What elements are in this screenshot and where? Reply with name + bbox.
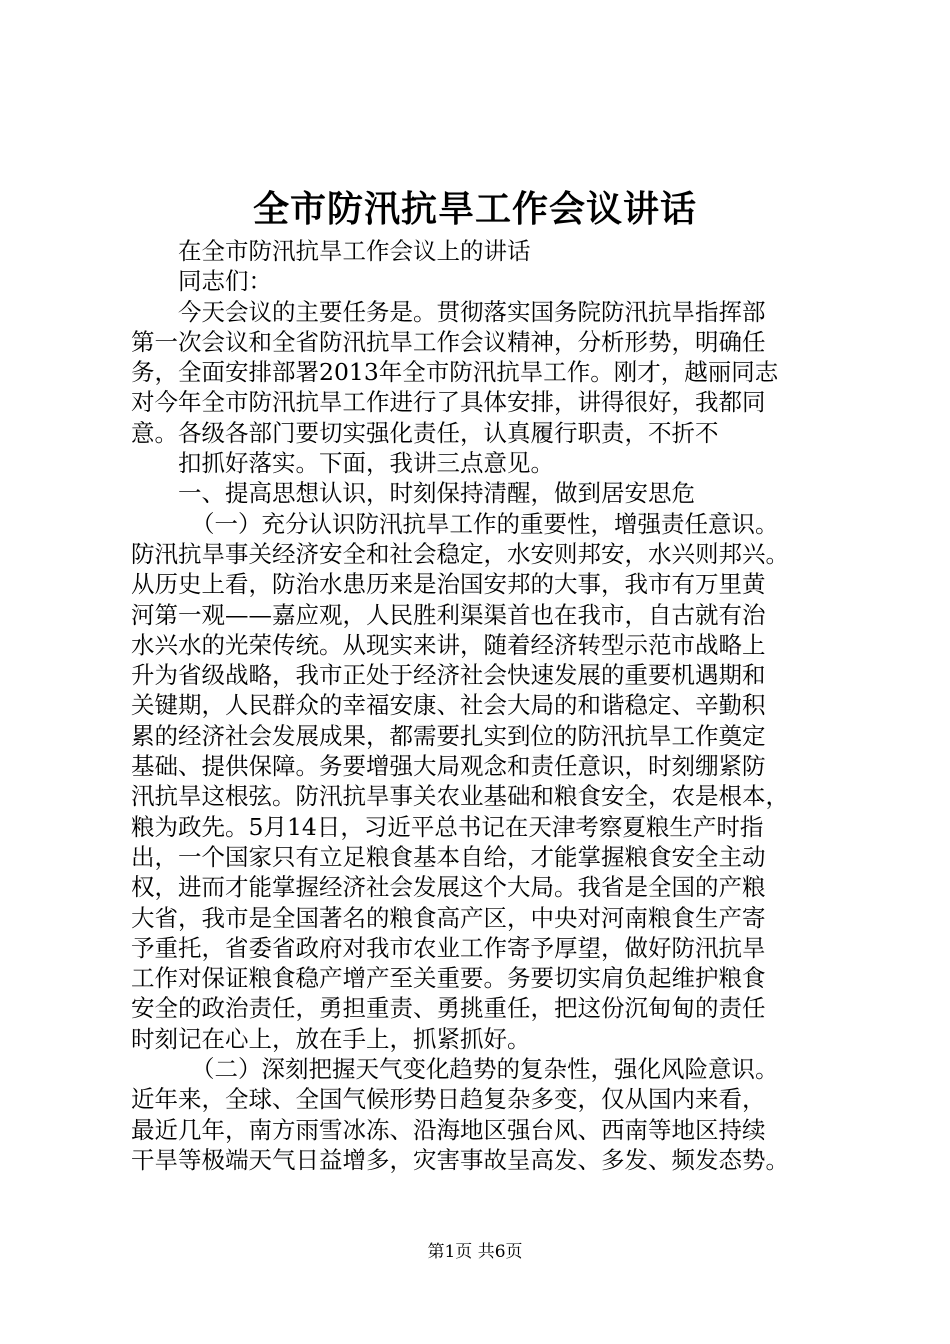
paragraph-line: 从历史上看，防治水患历来是治国安邦的大事，我市有万里黄 [131,570,766,599]
paragraph-line: 扣抓好落实。下面，我讲三点意见。 [178,449,554,478]
subsection-heading: （二）深刻把握天气变化趋势的复杂性，强化风险意识。 [191,1055,779,1084]
paragraph-line: 关键期，人民群众的幸福安康、社会大局的和谐稳定、辛勤积 [131,691,766,720]
paragraph-line: 第一次会议和全省防汛抗旱工作会议精神，分析形势，明确任 [131,327,766,356]
document-body [131,236,831,1175]
paragraph-line: 权，进而才能掌握经济社会发展这个大局。我省是全国的产粮 [131,873,766,902]
paragraph-line: 最近几年，南方雨雪冰冻、沿海地区强台风、西南等地区持续 [131,1115,766,1144]
paragraph-line: 大省，我市是全国著名的粮食高产区，中央对河南粮食生产寄 [131,903,766,932]
paragraph-line: 防汛抗旱事关经济安全和社会稳定，水安则邦安，水兴则邦兴。 [131,539,789,568]
paragraph-line: 累的经济社会发展成果，都需要扎实到位的防汛抗旱工作奠定 [131,721,766,750]
document-title: 全市防汛抗旱工作会议讲话 [252,188,697,230]
paragraph-line: 时刻记在心上，放在手上，抓紧抓好。 [131,1024,531,1053]
paragraph-line: 安全的政治责任，勇担重责、勇挑重任，把这份沉甸甸的责任 [131,994,766,1023]
paragraph-line: 干旱等极端天气日益增多，灾害事故呈高发、多发、频发态势。 [131,1145,789,1174]
paragraph-line: 汛抗旱这根弦。防汛抗旱事关农业基础和粮食安全，农是根本， [131,782,789,811]
paragraph-line: 河第一观——嘉应观，人民胜利渠渠首也在我市，自古就有治 [131,600,766,629]
paragraph-line: 工作对保证粮食稳产增产至关重要。务要切实肩负起维护粮食 [131,964,766,993]
paragraph-line: 务，全面安排部署2013年全市防汛抗旱工作。刚才，越丽同志 [131,358,779,387]
salutation-line: 同志们： [178,267,272,296]
paragraph-line: 出，一个国家只有立足粮食基本自给，才能掌握粮食安全主动 [131,842,766,871]
paragraph-line: 基础、提供保障。务要增强大局观念和责任意识，时刻绷紧防 [131,752,766,781]
paragraph-line: 粮为政先。5月14日，习近平总书记在天津考察夏粮生产时指 [131,812,764,841]
paragraph-line: 予重托，省委省政府对我市农业工作寄予厚望，做好防汛抗旱 [131,933,766,962]
subtitle-line: 在全市防汛抗旱工作会议上的讲话 [178,237,531,265]
section-heading: 一、提高思想认识，时刻保持清醒，做到居安思危 [178,479,695,508]
paragraph-line: 今天会议的主要任务是。贯彻落实国务院防汛抗旱指挥部 [178,297,766,326]
subsection-heading: （一）充分认识防汛抗旱工作的重要性，增强责任意识。 [191,509,779,538]
paragraph-line: 升为省级战略，我市正处于经济社会快速发展的重要机遇期和 [131,661,766,690]
paragraph-line: 对今年全市防汛抗旱工作进行了具体安排，讲得很好，我都同 [131,388,766,417]
paragraph-line: 水兴水的光荣传统。从现实来讲，随着经济转型示范市战略上 [131,630,766,659]
paragraph-line: 近年来，全球、全国气候形势日趋复杂多变，仅从国内来看， [131,1085,766,1114]
page-number-footer: 第1页 共6页 [427,1242,523,1262]
paragraph-line: 意。各级各部门要切实强化责任，认真履行职责，不折不 [131,418,719,447]
